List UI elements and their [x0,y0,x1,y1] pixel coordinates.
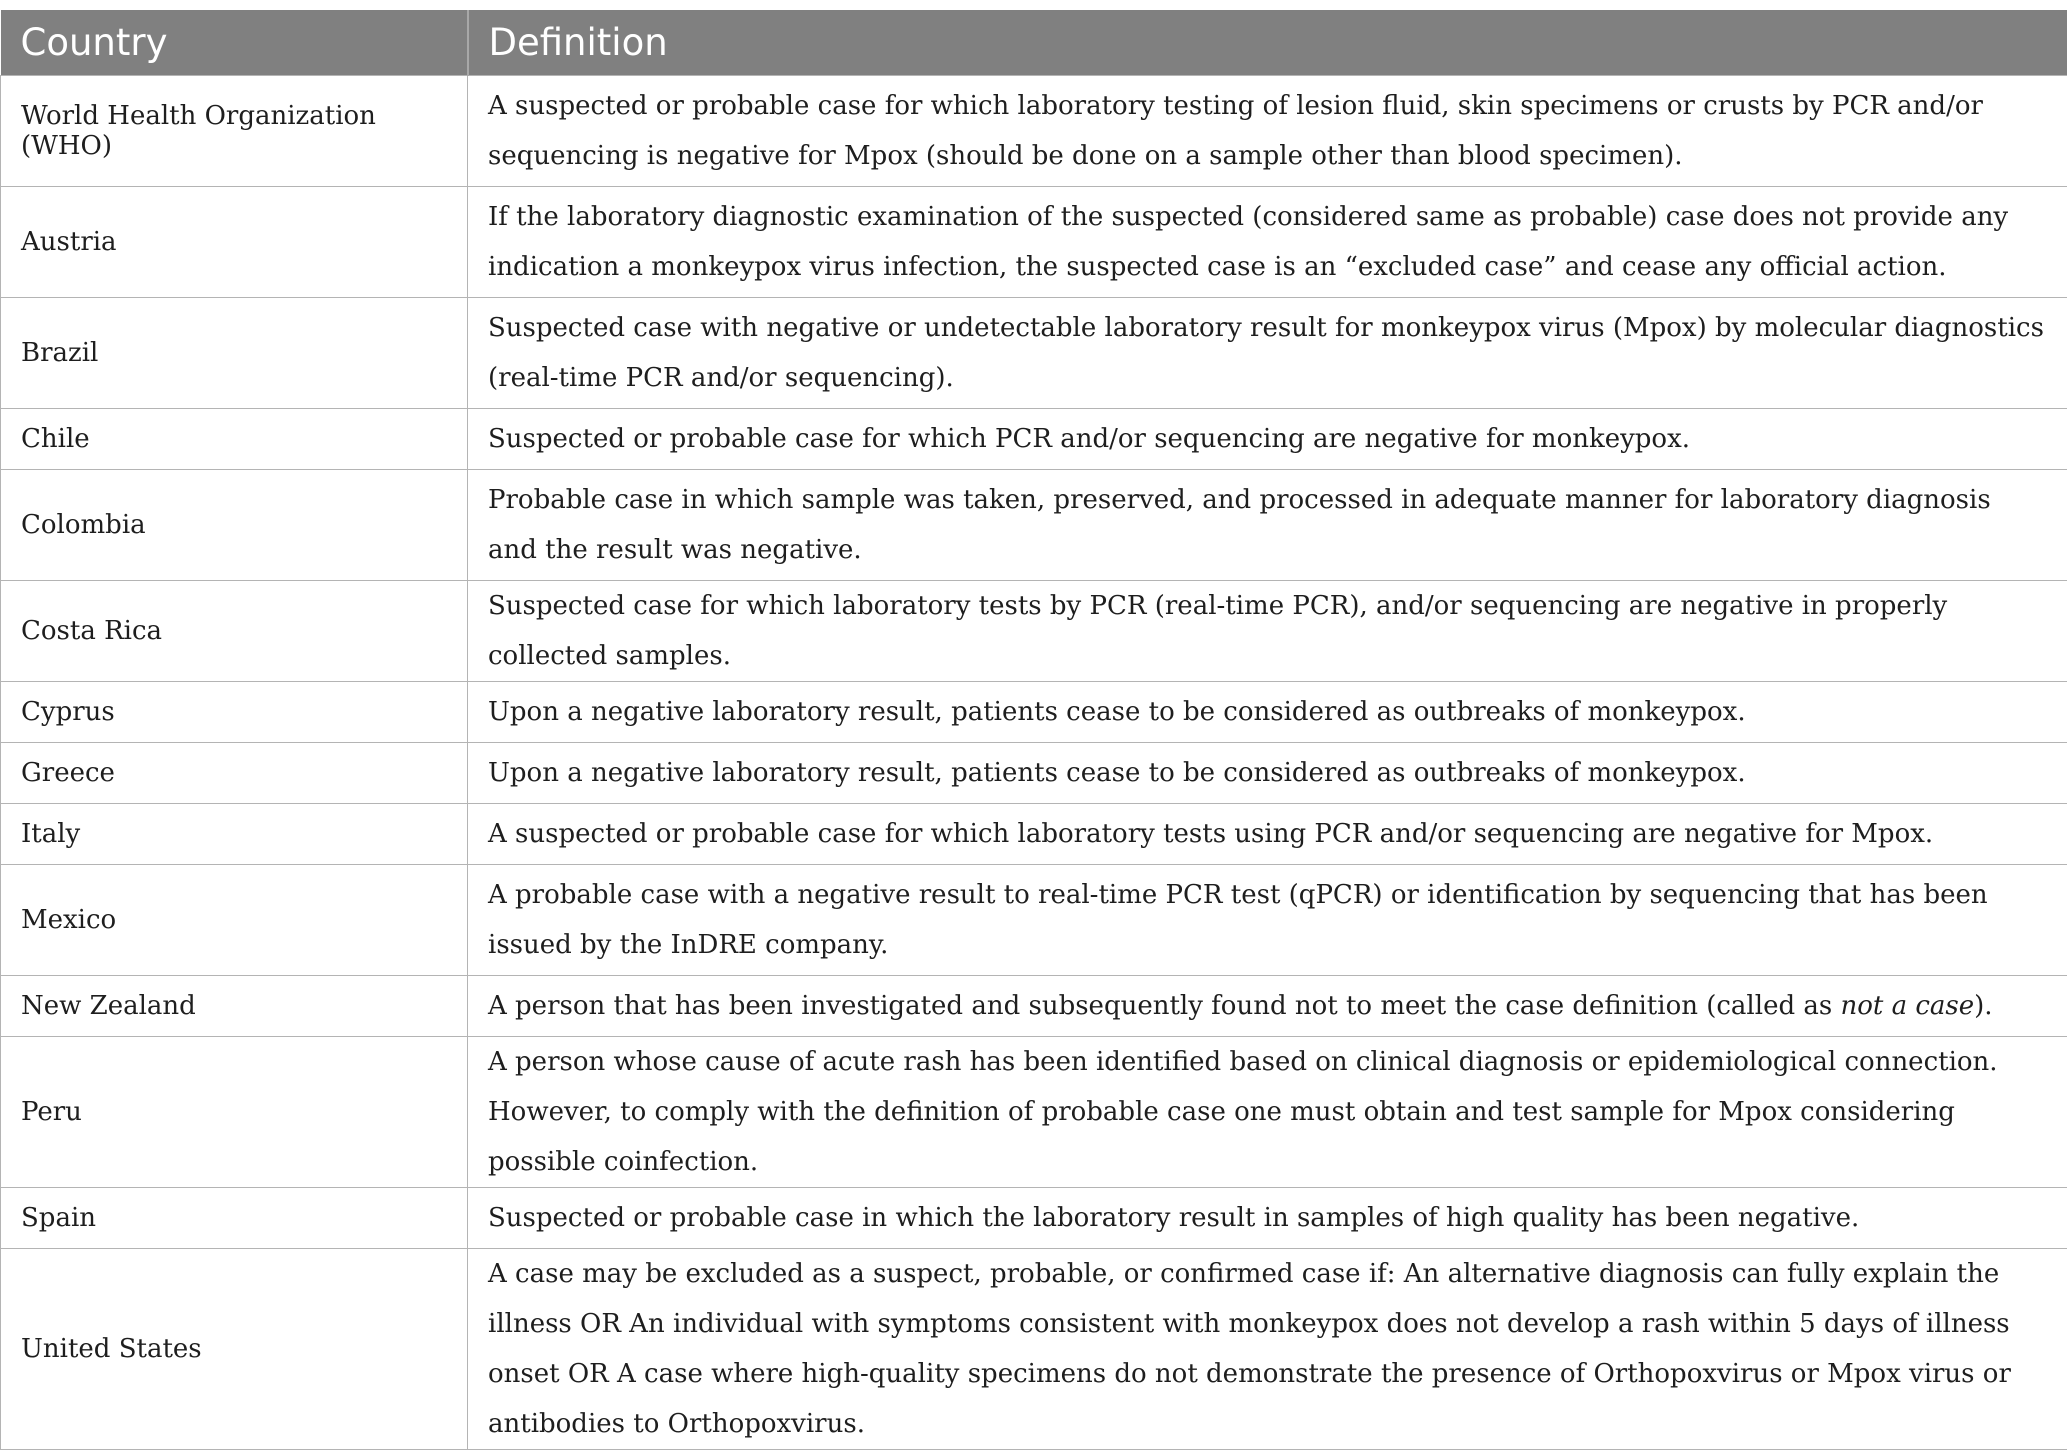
header-country: Country [1,10,468,76]
definition-cell: Suspected or probable case in which the laboratory result in samples of high quality has been negative. [468,1188,2067,1249]
country-cell: Peru [1,1037,468,1188]
country-cell: Costa Rica [1,581,468,682]
definition-cell: A suspected or probable case for which laboratory testing of lesion fluid, skin specimens or crusts by PCR and/or sequencing is negative for Mpox (should be done on a sample other than blood specimen). [468,76,2067,187]
table-row [1,743,2067,804]
table-header-row [1,10,2067,76]
table-row [1,298,2067,409]
definition-cell [468,976,2067,1037]
table-row [1,581,2067,682]
country-cell: Greece [1,743,468,804]
header-definition: Definition [468,10,2067,76]
table-row [1,1249,2067,1450]
definition-cell: A probable case with a negative result to real-time PCR test (qPCR) or identification by sequencing that has been issued by the InDRE company. [468,865,2067,976]
table-row [1,470,2067,581]
case-definition-table [0,10,2067,1450]
table-row [1,76,2067,187]
definition-cell: A person whose cause of acute rash has been identified based on clinical diagnosis or epidemiological connection. However, to comply with the definition of probable case one must obtain and test sample for Mpox considering possible coinfection. [468,1037,2067,1188]
table-row [1,409,2067,470]
definition-text-end: ). [1974,991,1992,1021]
table-row [1,976,2067,1037]
definition-cell: If the laboratory diagnostic examination of the suspected (considered same as probable) case does not provide any indication a monkeypox virus infection, the suspected case is an “excluded case” and cease any official action. [468,187,2067,298]
country-cell: Italy [1,804,468,865]
table-row [1,682,2067,743]
country-cell: Spain [1,1188,468,1249]
country-cell: Brazil [1,298,468,409]
table-row [1,1188,2067,1249]
table-row [1,804,2067,865]
country-cell: Cyprus [1,682,468,743]
definition-cell: A case may be excluded as a suspect, probable, or confirmed case if: An alternative diagnosis can fully explain the illness OR An individual with symptoms consistent with monkeypox does not develop a rash within 5 days of illness onset OR A case where high-quality specimens do not demonstrate the presence of Orthopoxvirus or Mpox virus or antibodies to Orthopoxvirus. [468,1249,2067,1450]
country-cell: Colombia [1,470,468,581]
definition-cell: Upon a negative laboratory result, patients cease to be considered as outbreaks of monkeypox. [468,743,2067,804]
definition-cell: Suspected case for which laboratory tests by PCR (real-time PCR), and/or sequencing are negative in properly collected samples. [468,581,2067,682]
table-row [1,865,2067,976]
definition-emphasis: not a case [1840,991,1974,1021]
table-row [1,187,2067,298]
definition-cell: Upon a negative laboratory result, patients cease to be considered as outbreaks of monkeypox. [468,682,2067,743]
country-cell: Chile [1,409,468,470]
definition-cell: Suspected case with negative or undetectable laboratory result for monkeypox virus (Mpox) by molecular diagnostics (real-time PCR and/or sequencing). [468,298,2067,409]
table-row [1,1037,2067,1188]
definition-cell: A suspected or probable case for which laboratory tests using PCR and/or sequencing are negative for Mpox. [468,804,2067,865]
country-cell: New Zealand [1,976,468,1037]
country-cell: World Health Organization (WHO) [1,76,468,187]
country-cell: Mexico [1,865,468,976]
definition-text: A person that has been investigated and subsequently found not to meet the case definition (called as [488,991,1840,1021]
definition-cell: Suspected or probable case for which PCR and/or sequencing are negative for monkeypox. [468,409,2067,470]
country-cell: United States [1,1249,468,1450]
definition-cell: Probable case in which sample was taken, preserved, and processed in adequate manner for laboratory diagnosis and the result was negative. [468,470,2067,581]
country-cell: Austria [1,187,468,298]
